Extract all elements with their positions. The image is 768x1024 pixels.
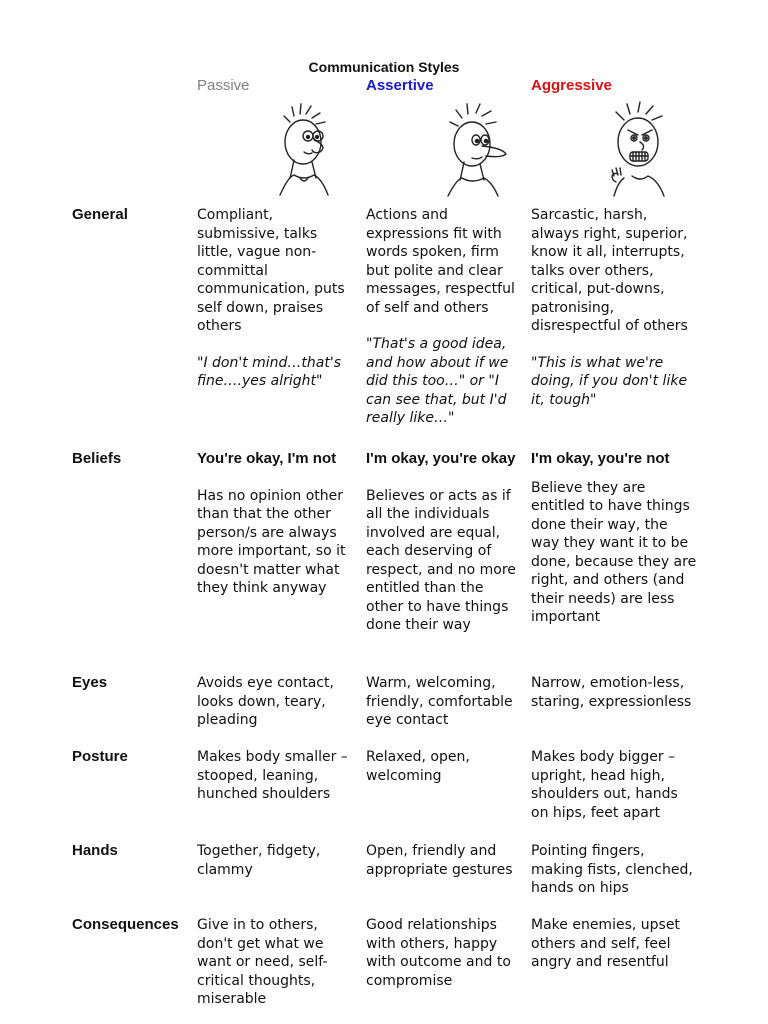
row-label-hands: Hands xyxy=(72,842,118,859)
general-aggressive-quote: "This is what we're doing, if you don't like it, tough" xyxy=(531,354,688,408)
beliefs-passive-heading: You're okay, I'm not xyxy=(197,450,337,467)
column-header-passive: Passive xyxy=(197,77,250,94)
row-label-eyes: Eyes xyxy=(72,674,108,691)
beliefs-assertive-heading: I'm okay, you're okay xyxy=(366,450,516,467)
posture-assertive-cell: Relaxed, open, welcoming xyxy=(366,749,470,784)
hands-passive-cell: Together, fidgety, clammy xyxy=(197,843,321,878)
page-title: Communication Styles xyxy=(308,59,460,75)
general-aggressive-cell xyxy=(531,206,699,409)
aggressive-face-icon xyxy=(604,100,694,200)
general-assertive-quote: "That's a good idea, and how about if we did this too…" or "I can see that, but I'd really like…" xyxy=(366,336,509,426)
consequences-assertive-cell: Good relationships with others, happy with outcome and to compromise xyxy=(366,917,511,989)
general-assertive-cell xyxy=(366,206,524,428)
general-assertive-text: Actions and expressions fit with words spoken, firm but polite and clear messages, respectful of self and others xyxy=(366,207,515,316)
beliefs-passive-cell xyxy=(197,450,357,598)
general-aggressive-text: Sarcastic, harsh, always right, superior, know it all, interrupts, talks over others, critical, put-downs, patronising, disrespectful of others xyxy=(531,207,688,334)
row-label-posture: Posture xyxy=(72,748,128,765)
assertive-face-icon xyxy=(440,100,530,200)
eyes-passive-cell: Avoids eye contact, looks down, teary, pleading xyxy=(197,675,334,728)
beliefs-assertive-text: Believes or acts as if all the individuals involved are equal, each deserving of respect, and no more entitled than the other to have things done their way xyxy=(366,487,516,633)
hands-aggressive-cell: Pointing fingers, making fists, clenched, hands on hips xyxy=(531,843,693,896)
general-passive-cell xyxy=(197,206,357,391)
beliefs-passive-text: Has no opinion other than that the other person/s are always more important, so it doesn't matter what they think anyway xyxy=(197,487,346,596)
posture-aggressive-cell: Makes body bigger – upright, head high, shoulders out, hands on hips, feet apart xyxy=(531,749,678,821)
eyes-assertive-cell: Warm, welcoming, friendly, comfortable eye contact xyxy=(366,675,513,728)
column-header-aggressive: Aggressive xyxy=(531,77,612,94)
eyes-aggressive-cell: Narrow, emotion-less, staring, expressionless xyxy=(531,675,692,710)
passive-face-icon xyxy=(270,100,360,200)
general-passive-quote: "I don't mind…that's fine….yes alright" xyxy=(197,354,341,389)
beliefs-aggressive-text: Believe they are entitled to have things done their way, the way they want it to be done, because they are right, and others (and their needs) are less important xyxy=(531,479,697,625)
row-label-general: General xyxy=(72,206,128,223)
beliefs-aggressive-cell xyxy=(531,450,699,627)
general-passive-text: Compliant, submissive, talks little, vague non-committal communication, puts self down, praises others xyxy=(197,207,345,334)
beliefs-assertive-cell xyxy=(366,450,524,635)
posture-passive-cell: Makes body smaller – stooped, leaning, hunched shoulders xyxy=(197,749,348,802)
row-label-beliefs: Beliefs xyxy=(72,450,122,467)
hands-assertive-cell: Open, friendly and appropriate gestures xyxy=(366,843,513,878)
consequences-aggressive-cell: Make enemies, upset others and self, feel angry and resentful xyxy=(531,917,680,970)
row-label-consequences: Consequences xyxy=(72,916,179,933)
column-header-assertive: Assertive xyxy=(366,77,434,94)
beliefs-aggressive-heading: I'm okay, you're not xyxy=(531,450,670,467)
consequences-passive-cell: Give in to others, don't get what we want or need, self-critical thoughts, miserable xyxy=(197,917,328,1007)
